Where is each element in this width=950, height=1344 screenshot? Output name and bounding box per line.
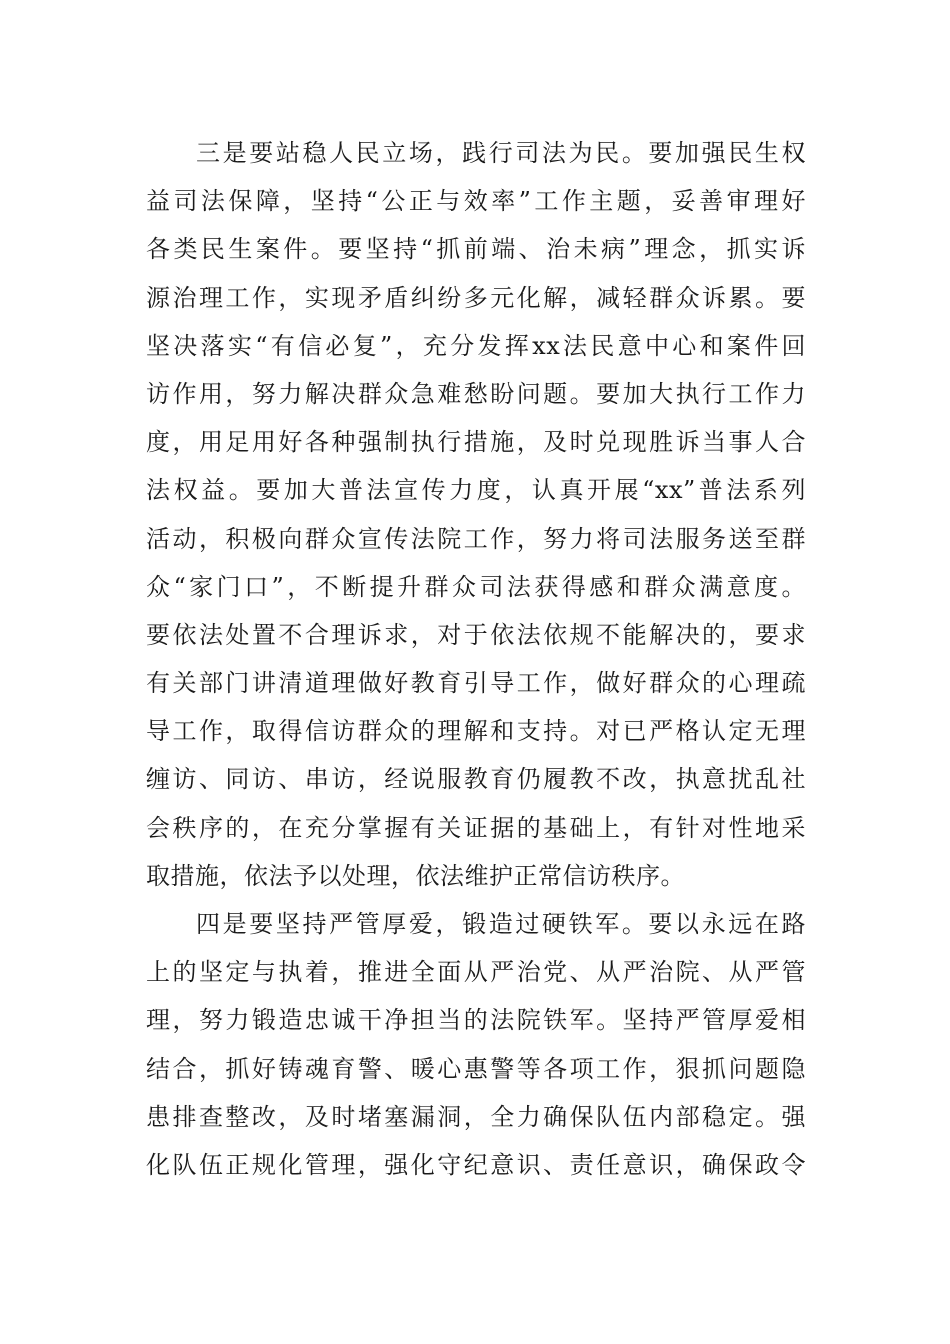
text-line: 有关部门讲清道理做好教育引导工作，做好群众的心理疏 (146, 669, 806, 698)
text-line: 访作用，努力解决群众急难愁盼问题。要加大执行工作力 (146, 379, 806, 408)
text-line: 患排查整改，及时堵塞漏洞，全力确保队伍内部稳定。强 (146, 1102, 806, 1131)
paragraph-2 (146, 900, 806, 1189)
body-text (146, 129, 806, 1189)
text-line: 益司法保障，坚持“公正与效率”工作主题，妥善审理好 (146, 187, 806, 216)
text-line: 四是要坚持严管厚爱，锻造过硬铁军。要以永远在路 (196, 910, 806, 938)
text-line: 活动，积极向群众宣传法院工作，努力将司法服务送至群 (146, 524, 806, 553)
text-line: 会秩序的，在充分掌握有关证据的基础上，有针对性地采 (146, 813, 806, 842)
text-line: 众“家门口”，不断提升群众司法获得感和群众满意度。 (146, 572, 806, 601)
text-line: 度，用足用好各种强制执行措施，及时兑现胜诉当事人合 (146, 428, 806, 457)
text-line: 导工作，取得信访群众的理解和支持。对已严格认定无理 (146, 717, 806, 746)
text-line: 坚决落实“有信必复”，充分发挥xx法民意中心和案件回 (146, 331, 806, 360)
text-line: 源治理工作，实现矛盾纠纷多元化解，减轻群众诉累。要 (146, 283, 806, 312)
text-line: 结合，抓好铸魂育警、暖心惠警等各项工作，狠抓问题隐 (146, 1054, 806, 1083)
text-line: 取措施，依法予以处理，依法维护正常信访秩序。 (146, 861, 685, 890)
text-line: 上的坚定与执着，推进全面从严治党、从严治院、从严管 (146, 958, 806, 987)
text-line: 要依法处置不合理诉求，对于依法依规不能解决的，要求 (146, 620, 806, 649)
text-line: 各类民生案件。要坚持“抓前端、治未病”理念，抓实诉 (146, 235, 806, 264)
text-line: 三是要站稳人民立场，践行司法为民。要加强民生权 (196, 139, 806, 167)
text-line: 理，努力锻造忠诚干净担当的法院铁军。坚持严管厚爱相 (146, 1006, 806, 1035)
text-line: 化队伍正规化管理，强化守纪意识、责任意识，确保政令 (146, 1150, 806, 1179)
text-line: 法权益。要加大普法宣传力度，认真开展“xx”普法系列 (146, 476, 806, 505)
paragraph-1 (146, 129, 806, 900)
text-line: 缠访、同访、串访，经说服教育仍履教不改，执意扰乱社 (146, 765, 806, 794)
